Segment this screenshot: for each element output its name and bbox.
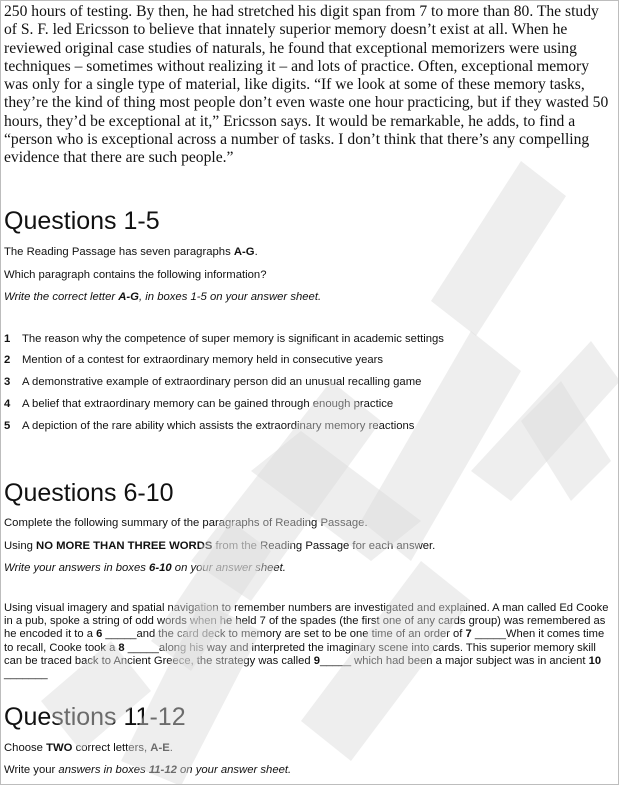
blank-10-number: 10 bbox=[588, 654, 602, 667]
blank-8-number: 8 bbox=[118, 641, 125, 654]
q1-5-instruction-3: Write the correct letter A-G, in boxes 1-5 on your answer sheet. bbox=[4, 291, 322, 303]
questions-6-10-heading: Questions 6-10 bbox=[4, 479, 174, 507]
blank-6-number: 6 bbox=[96, 628, 103, 641]
q6-10-instruction-3: Write your answers in boxes 6-10 on your answer sheet. bbox=[4, 562, 286, 574]
q11-12-instruction-2: Write your answers in boxes 11-12 on your answer sheet. bbox=[4, 764, 292, 776]
questions-1-5-heading: Questions 1-5 bbox=[4, 207, 160, 235]
blank-9-number: 9 bbox=[313, 654, 320, 667]
questions-11-12-heading: Questions 11-12 bbox=[4, 703, 186, 731]
q6-10-instruction-1: Complete the following summary of the paragraphs of Reading Passage. bbox=[4, 517, 368, 529]
question-item-3: 3 A demonstrative example of extraordinary person did an unusual recalling game bbox=[4, 376, 422, 388]
q6-10-instruction-2: Using NO MORE THAN THREE WORDS from the Reading Passage for each answer. bbox=[4, 540, 436, 552]
passage-paragraph: 250 hours of testing. By then, he had stretched his digit span from 7 to more than 80. The study of S. F. led Ericsson to believe that innately superior memory doesn’t exist at all. When he reviewed original case studies of naturals, he found that exceptional memorizers were using techniques – sometimes without realizing it – and lots of practice. Often, exceptional memory was only for a single type of material, like digits. “If we look at some of these memory tasks, they’re the kind of thing most people don’t even waste one hour practicing, but if they wasted 50 hours, they’d be exceptional at it,” Ericsson says. It would be remarkable, he adds, to find a “person who is exceptional across a number of tasks. I don’t think that there’s any compelling evidence that there are such people.” bbox=[4, 3, 609, 167]
question-item-2: 2 Mention of a contest for extraordinary memory held in consecutive years bbox=[4, 354, 384, 366]
question-item-5: 5 A depiction of the rare ability which assists the extraordinary memory reactions bbox=[4, 420, 415, 432]
q1-5-instruction-2: Which paragraph contains the following information? bbox=[4, 269, 267, 281]
blank-7-number: 7 bbox=[465, 628, 472, 641]
summary-paragraph: Using visual imagery and spatial navigation to remember numbers are investigated and explained. A man called Ed Cooke in a pub, spoke a string of odd words when he held 7 of the spades (the first one of any cards group) was remembered as he encoded it to a 6 _____and the card deck to memory are set to be one time of an order of 7 _____When it comes time to recall, Cooke took a 8 _____along his way and interpreted the imaginary scene into cards. This superior memory skill can be traced back to Ancient Greece, the strategy was called 9_____ which had been a major subject was in ancient 10 _______ bbox=[4, 602, 609, 681]
question-item-4: 4 A belief that extraordinary memory can be gained through enough practice bbox=[4, 398, 394, 410]
q1-5-instruction-1: The Reading Passage has seven paragraphs A-G. bbox=[4, 246, 258, 258]
question-item-1: 1 The reason why the competence of super memory is significant in academic settings bbox=[4, 333, 444, 345]
q11-12-instruction-1: Choose TWO correct letters, A-E. bbox=[4, 742, 173, 754]
